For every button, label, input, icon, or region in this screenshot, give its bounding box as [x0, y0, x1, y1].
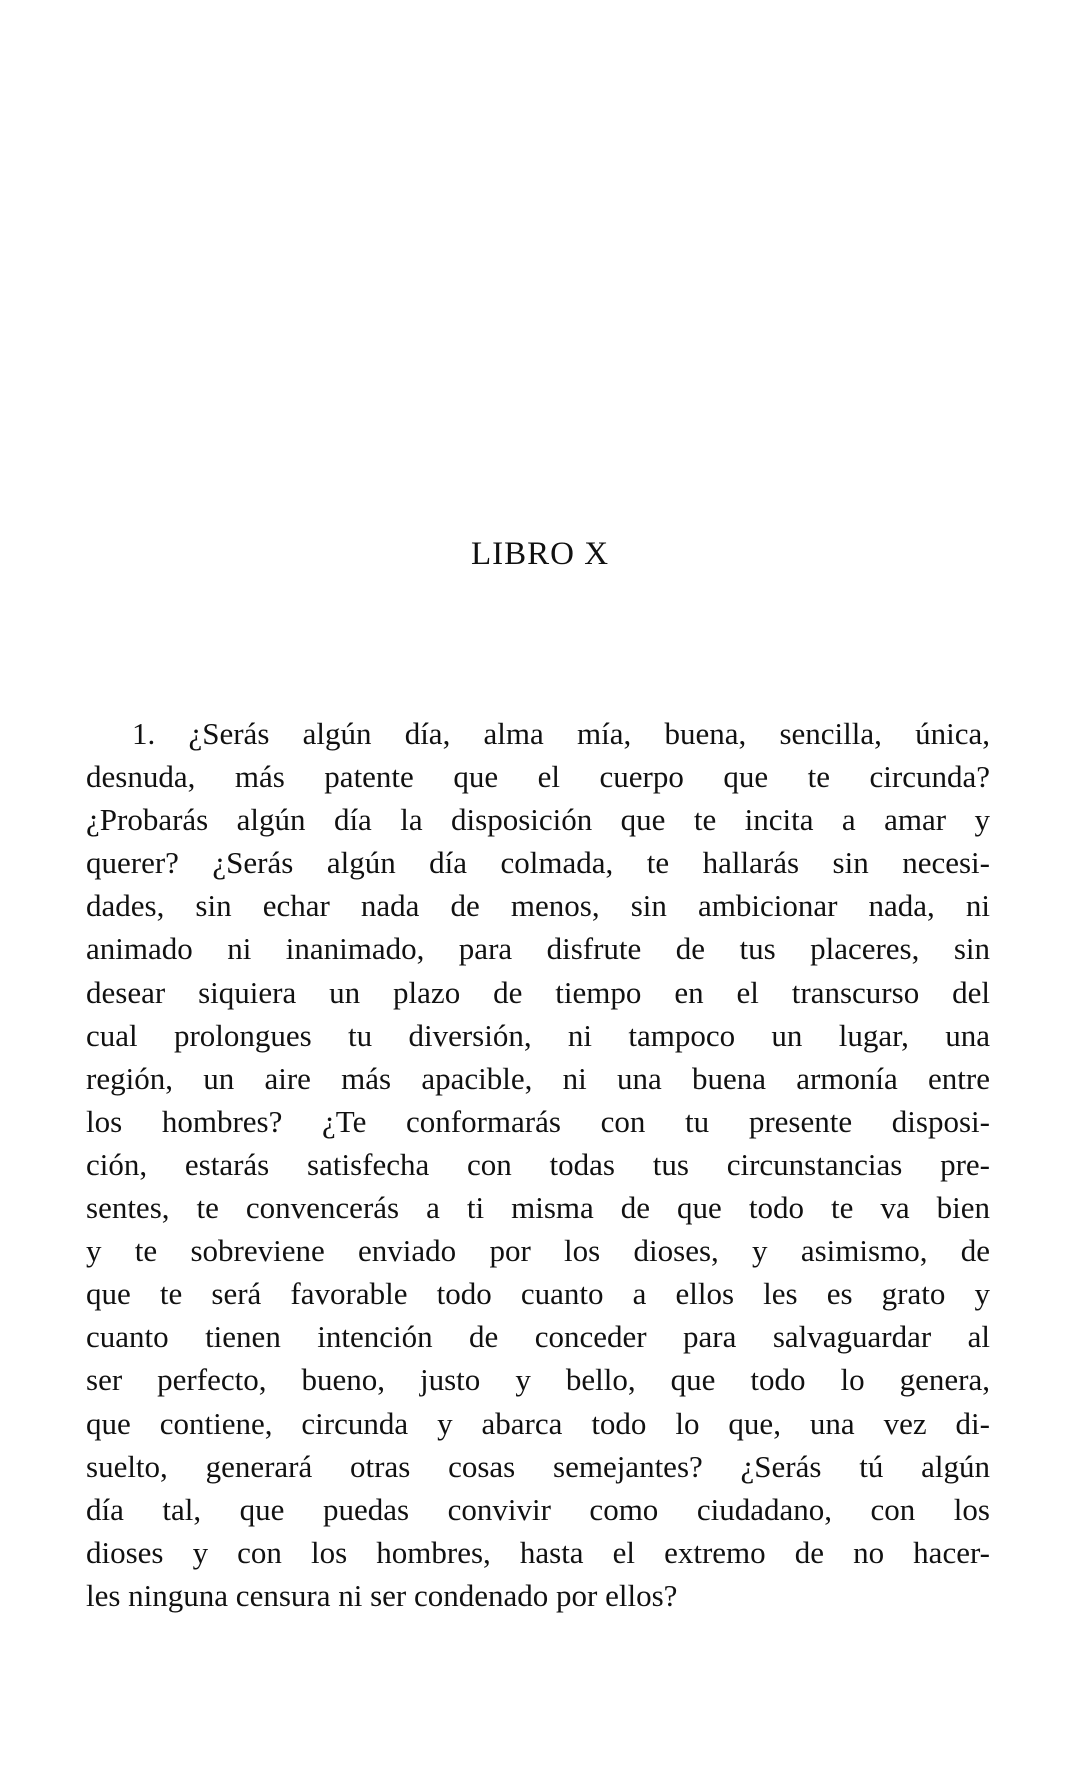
text-line: les ninguna censura ni ser condenado por ellos? — [86, 1577, 678, 1613]
text-line: que te será favorable todo cuanto a ellos les es grato y — [86, 1276, 990, 1312]
text-line: región, un aire más apacible, ni una buena armonía entre — [86, 1060, 990, 1096]
text-line: suelto, generará otras cosas semejantes? ¿Serás tú algún — [86, 1448, 990, 1484]
text-line: animado ni inanimado, para disfrute de tus placeres, sin — [86, 931, 990, 967]
text-line: cual prolongues tu diversión, ni tampoco un lugar, una — [86, 1017, 990, 1053]
text-line: 1. ¿Serás algún día, alma mía, buena, sencilla, única, — [132, 716, 990, 751]
text-line: ¿Probarás algún día la disposición que te incita a amar y — [86, 802, 990, 838]
chapter-title: LIBRO X — [470, 536, 610, 572]
text-line: desnuda, más patente que el cuerpo que te circunda? — [86, 759, 990, 795]
text-line: ser perfecto, bueno, justo y bello, que todo lo genera, — [86, 1362, 990, 1398]
text-line: ción, estarás satisfecha con todas tus circunstancias pre- — [86, 1146, 990, 1182]
text-line: cuanto tienen intención de conceder para salvaguardar al — [86, 1319, 990, 1355]
paragraph-1 — [86, 712, 990, 1617]
text-line: y te sobreviene enviado por los dioses, y asimismo, de — [86, 1233, 990, 1269]
text-line: día tal, que puedas convivir como ciudadano, con los — [86, 1491, 990, 1527]
text-line: querer? ¿Serás algún día colmada, te hallarás sin necesi- — [86, 845, 990, 881]
text-line: que contiene, circunda y abarca todo lo que, una vez di- — [86, 1405, 990, 1441]
text-line: dades, sin echar nada de menos, sin ambicionar nada, ni — [86, 888, 990, 924]
text-line: sentes, te convencerás a ti misma de que todo te va bien — [86, 1190, 990, 1226]
text-line: los hombres? ¿Te conformarás con tu presente disposi- — [86, 1103, 990, 1139]
text-line: desear siquiera un plazo de tiempo en el transcurso del — [86, 974, 990, 1010]
text-line: dioses y con los hombres, hasta el extremo de no hacer- — [86, 1534, 990, 1570]
